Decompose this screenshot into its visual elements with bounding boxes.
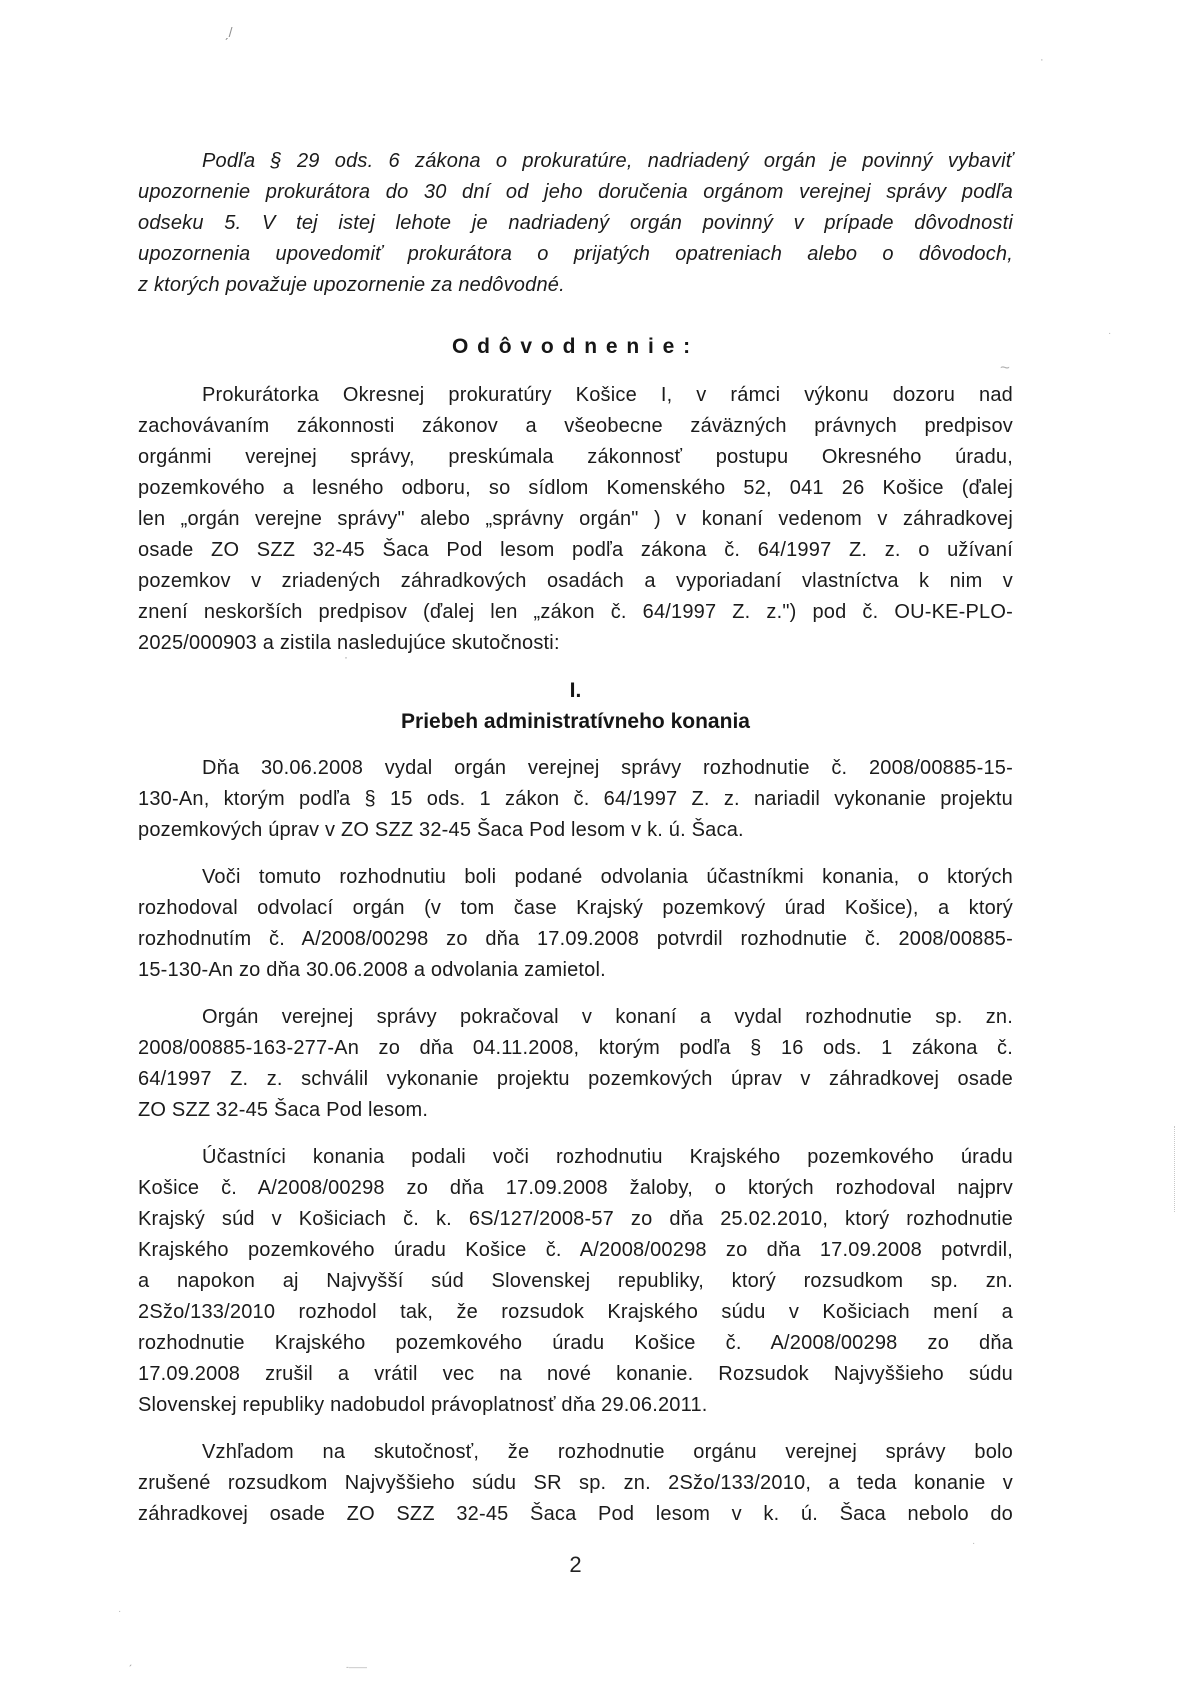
scan-speck: · — [1040, 54, 1044, 66]
text-line: z ktorých považuje upozornenie za nedôvodné. — [138, 274, 565, 296]
text-line: Orgán verejnej správy pokračoval v konaní a vydal rozhodnutie sp. zn. — [202, 1006, 1013, 1028]
text-line: pozemkového a lesného odboru, so sídlom Komenského 52, 041 26 Košice (ďalej — [138, 477, 1013, 499]
scan-speck: ~ — [1000, 358, 1010, 377]
text-line: Slovenskej republiky nadobudol právoplatnosť dňa 29.06.2011. — [138, 1394, 708, 1416]
text-line: zrušené rozsudkom Najvyššieho súdu SR sp. zn. 2Sžo/133/2010, a teda konanie v — [138, 1472, 1013, 1494]
scan-edge-line — [1174, 1126, 1175, 1212]
section-heading-line: Priebeh administratívneho konania — [401, 710, 750, 733]
text-line: záhradkovej osade ZO SZZ 32-45 Šaca Pod lesom v k. ú. Šaca nebolo do — [138, 1503, 1013, 1525]
paragraph — [138, 146, 1013, 301]
text-line: rozhodoval odvolací orgán (v tom čase Krajský pozemkový úrad Košice), a ktorý — [138, 897, 1013, 919]
text-line: upozornenie prokurátora do 30 dní od jeho doručenia orgánom verejnej správy podľa — [138, 181, 1013, 203]
text-line: Krajského pozemkového úradu Košice č. A/2008/00298 zo dňa 17.09.2008 potvrdil, — [138, 1239, 1013, 1261]
scan-speck: ˏ/ — [224, 24, 233, 40]
text-line: znení neskorších predpisov (ďalej len „zákon č. 64/1997 Z. z.") pod č. OU-KE-PLO- — [138, 601, 1013, 623]
text-line: pozemkov v zriadených záhradkových osadách a vyporiadaní vlastníctva k nim v — [138, 570, 1013, 592]
text-line: Voči tomuto rozhodnutiu boli podané odvolania účastníkmi konania, o ktorých — [202, 866, 1013, 888]
text-line: 17.09.2008 zrušil a vrátil vec na nové konanie. Rozsudok Najvyššieho súdu — [138, 1363, 1013, 1385]
paragraph — [138, 753, 1013, 846]
scan-speck: · — [1108, 328, 1112, 339]
text-line: ZO SZZ 32-45 Šaca Pod lesom. — [138, 1099, 429, 1121]
text-line: 130-An, ktorým podľa § 15 ods. 1 zákon č. 64/1997 Z. z. nariadil vykonanie projektu — [138, 788, 1013, 810]
text-line: orgánmi verejnej správy, preskúmala zákonnosť postupu Okresného úradu, — [138, 446, 1013, 468]
section-heading-line: I. — [569, 679, 582, 702]
paragraph — [138, 380, 1013, 659]
text-line: Dňa 30.06.2008 vydal orgán verejnej správy rozhodnutie č. 2008/00885-15- — [202, 757, 1013, 779]
paragraph — [138, 862, 1013, 986]
text-line: a napokon aj Najvyšší súd Slovenskej republiky, ktorý rozsudkom sp. zn. — [138, 1270, 1013, 1292]
text-line: Podľa § 29 ods. 6 zákona o prokuratúre, nadriadený orgán je povinný vybaviť — [202, 150, 1013, 172]
text-line: Vzhľadom na skutočnosť, že rozhodnutie orgánu verejnej správy bolo — [202, 1441, 1013, 1463]
text-line: Účastníci konania podali voči rozhodnutiu Krajského pozemkového úradu — [202, 1146, 1013, 1168]
text-line: Košice č. A/2008/00298 zo dňa 17.09.2008 žaloby, o ktorých rozhodoval najprv — [138, 1177, 1013, 1199]
text-line: pozemkových úprav v ZO SZZ 32-45 Šaca Pod lesom v k. ú. Šaca. — [138, 819, 744, 841]
text-line: upozornenia upovedomiť prokurátora o prijatých opatreniach alebo o dôvodoch, — [138, 243, 1013, 265]
text-line: Krajský súd v Košiciach č. k. 6S/127/2008-57 zo dňa 25.02.2010, ktorý rozhodnutie — [138, 1208, 1013, 1230]
paragraph — [138, 1437, 1013, 1530]
text-line: Prokurátorka Okresnej prokuratúry Košice I, v rámci výkonu dozoru nad — [202, 384, 1013, 406]
text-line: 2008/00885-163-277-An zo dňa 04.11.2008, ktorým podľa § 16 ods. 1 zákona č. — [138, 1037, 1013, 1059]
main-heading: Odôvodnenie: — [451, 335, 699, 358]
scan-speck: ˏ — [128, 1652, 133, 1667]
scan-speck: · — [118, 1606, 122, 1617]
document-body — [138, 146, 1013, 1530]
text-line: 2Sžo/133/2010 rozhodol tak, že rozsudok Krajského súdu v Košiciach mení a — [138, 1301, 1013, 1323]
text-line: odseku 5. V tej istej lehote je nadriadený orgán povinný v prípade dôvodnosti — [138, 212, 1013, 234]
paragraph — [138, 1142, 1013, 1421]
scan-speck: · — [972, 1538, 976, 1549]
scan-speck: ‐—— — [346, 1662, 367, 1672]
text-line: 64/1997 Z. z. schválil vykonanie projektu pozemkových úprav v záhradkovej osade — [138, 1068, 1013, 1090]
scan-speck: · — [344, 650, 348, 664]
text-line: 2025/000903 a zistila nasledujúce skutočnosti: — [138, 632, 560, 654]
text-line: osade ZO SZZ 32-45 Šaca Pod lesom podľa zákona č. 64/1997 Z. z. o užívaní — [138, 539, 1013, 561]
section-heading — [138, 675, 1013, 737]
text-line: rozhodnutím č. A/2008/00298 zo dňa 17.09.2008 potvrdil rozhodnutie č. 2008/00885- — [138, 928, 1013, 950]
text-line: rozhodnutie Krajského pozemkového úradu Košice č. A/2008/00298 zo dňa — [138, 1332, 1013, 1354]
text-line: 15-130-An zo dňa 30.06.2008 a odvolania zamietol. — [138, 959, 606, 981]
paragraph — [138, 1002, 1013, 1126]
text-line: len „orgán verejne správy" alebo „správny orgán" ) v konaní vedenom v záhradkovej — [138, 508, 1013, 530]
text-line: zachovávaním zákonnosti zákonov a všeobecne záväzných právnych predpisov — [138, 415, 1013, 437]
page-number: 2 — [569, 1552, 582, 1577]
